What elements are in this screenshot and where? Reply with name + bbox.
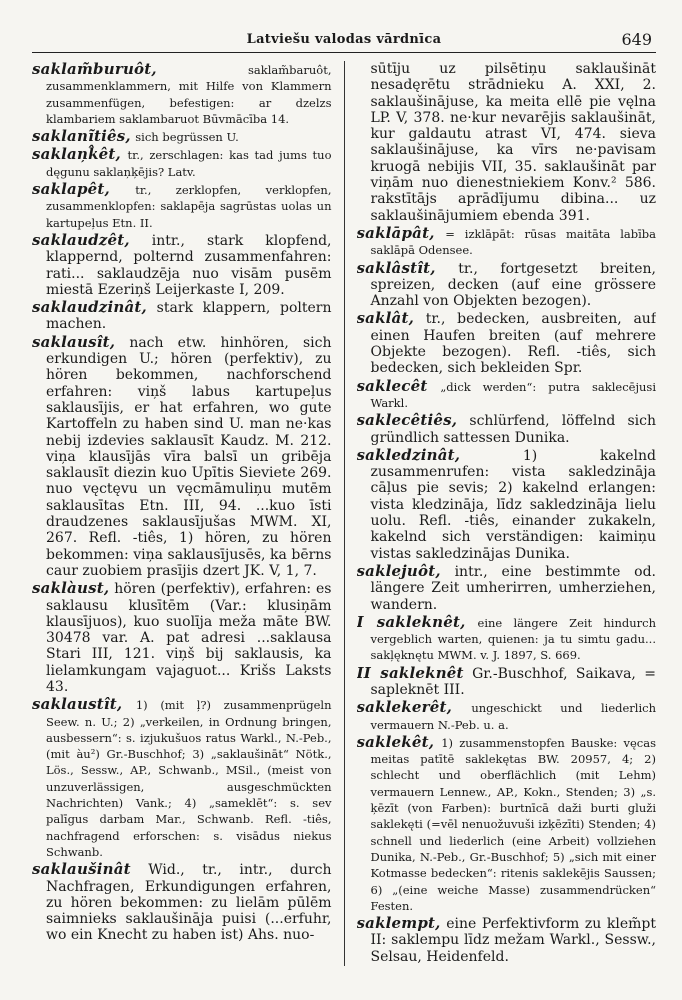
entry-text: tr., fortgesetzt breiten, spreizen, decken (auf eine grössere Anzahl von Objekten bezogen).: [370, 260, 656, 310]
running-title: Latviešu valodas vārdnīca: [246, 32, 442, 47]
entry-text: „dick werden“: putra saklecējusi Warkl.: [370, 379, 656, 410]
entry-headword: saklekerêt,: [356, 698, 453, 717]
dictionary-entry: [357, 310, 657, 376]
dictionary-entry: [32, 128, 332, 145]
entry-headword: saklecêtiês,: [356, 411, 458, 430]
entry-headword: saklaudzêt,: [32, 230, 130, 249]
dictionary-entry: [357, 563, 657, 613]
entry-headword: saklejuôt,: [356, 561, 441, 580]
right-column: [357, 61, 657, 966]
dictionary-entry: [357, 260, 657, 310]
entry-text: eine Perfektivform zu klem̃pt II: saklempu līdz mežam Warkl., Sessw., Selsau, Heidenfeld.: [370, 916, 656, 965]
entry-text: intr., eine bestimmte od. längere Zeit umherirren, umherziehen, wandern.: [370, 563, 656, 613]
entry-text: 1) zusammenstopfen Bauske: vęcas meitas patītē saklekętas BW. 20957, 4; 2) schlecht und oberflächlich (mit Lehm) vermauern Lennew., AP., Kokn., Stenden; 3) „s. ķēzīt (von Farben): burtnīcā daži burti gluži saklekęti (=vēl nenuožuvuši izķēzīti) Stenden; 4) schnell und liederlich (eine Arbeit) vollziehen Dunika, N.-Peb., Gr.-Buschhof; 5) „sich mit einer Kotmasse bedecken“: ritenis saklekējis Saussen; 6) „(eine weiche Masse) zusammendrücken“ Festen.: [370, 735, 656, 913]
dictionary-entry: [32, 61, 332, 127]
dictionary-entry: [357, 61, 657, 224]
entry-headword: II sakleknêt: [356, 663, 464, 682]
entry-text: ungeschickt und liederlich vermauern N.-Peb. u. a.: [370, 701, 656, 732]
dictionary-entry: [357, 412, 657, 446]
entry-headword: saklàust,: [32, 579, 110, 598]
entry-text: sich begrüssen U.: [135, 130, 239, 145]
entry-headword: saklaustît,: [32, 695, 123, 714]
entry-text: eine längere Zeit hindurch vergeblich warten, quienen: ja tu simtu gadu... sakļęknętu MWM. v. J. 1897, S. 669.: [370, 615, 656, 663]
entry-text: 1) (mit ļ?) zusammenprügeln Seew. n. U.; 2) „verkeilen, in Ordnung bringen, ausbessern“: s. izjukušuos ratus Warkl., N.-Peb., (mit àu²) Gr.-Buschhof; 3) „saklaušināt“ Nötk., Lös., Sessw., AP., Schwanb., MSil., (meist von unzuverlässigen, ausgeschmückten Nachrichten) Vank.; 4) „sameklēt“: s. sev palīgus darbam Mar., Schwanb. Refl. -tiês, nachfragend erforschen: s. visādus niekus Schwanb.: [46, 698, 332, 859]
column-divider: [344, 61, 345, 966]
entry-text: Wid., tr., intr., durch Nachfragen, Erkundigungen erfahren, zu hören bekommen: zu lielām pūlēm saimnieks saklaušināja puisi (...erfuhr, wo ein Knecht zu haben ist) Ahs. nuo-: [46, 862, 332, 944]
dictionary-entry: [357, 734, 657, 914]
entry-text: tr., zerklopfen, verklopfen, zusammenklopfen: saklapēja sagrūstas uolas un kartupeļus Etn. II.: [46, 183, 332, 230]
entry-headword: saklaušinât: [32, 860, 131, 879]
dictionary-entry: [32, 334, 332, 579]
dictionary-entry: [357, 665, 657, 699]
dictionary-entry: [357, 447, 657, 562]
dictionary-entry: [357, 225, 657, 259]
entry-text: saklam̃baruôt, zusammenklammern, mit Hilfe von Klammern zusammenfügen, befestigen: ar dzelzs klambariem saklambaruot Būvmācība 14.: [46, 63, 332, 126]
entry-headword: I sakleknêt,: [356, 612, 466, 631]
entry-headword: saklanĩtiês,: [32, 127, 131, 146]
entry-headword: saklaudzinât,: [32, 298, 147, 317]
dictionary-entry: [32, 696, 332, 860]
entry-text: sūtīju uz pilsētiņu saklaušināt nesadęrētu strādnieku A. XXI, 2. saklaušinājuse, ka meita ellē pie vęlna LP. V, 378. ne·kur nevarējis saklaušināt, kur galdautu atrast VI, 474. sieva saklaušinājuse, ka vīrs ne·pavisam kruogā nebijis VII, 35. saklaušināt par viņām nuo dienestniekiem Konv.² 586. rakstītājs aprādījumu dibina... uz saklaušinājumiem ebenda 391.: [370, 61, 656, 224]
dictionary-entry: [32, 861, 332, 943]
entry-headword: saklempt,: [356, 914, 441, 933]
entry-text: tr., zerschlagen: kas tad jums tuo dęgunu saklaņķējis? Latv.: [46, 148, 332, 179]
entry-text: = izklāpāt: rūsas maitāta labība saklāpā Odensee.: [370, 226, 656, 258]
entry-text: nach etw. hinhören, sich erkundigen U.; hören (perfektiv), zu hören bekommen, nachforschend erfahren: viņš labus kartupeļus saklausījis, er hat erfahren, wo gute Kartoffeln zu haben sind U. man ne·kas nebij izdevies saklausīt Kaudz. M. 212. viņa klausījās vīra balsī un gribēja saklausīt diezin kuo Upītis Sieviete 269. nuo vęctęvu un vęcmāmuliņu mutēm saklausītas Etn. III, 94. ...kuo īsti draudzenes saklausījušas MWM. XI, 267. Refl. -tiês, 1) hören, zu hören bekommen: viņa saklausījusēs, ka bērns caur zuobiem prasījis dzert JK. V, 1, 7.: [46, 334, 332, 579]
dictionary-entry: [32, 146, 332, 180]
entry-text: stark klappern, poltern machen.: [46, 300, 332, 333]
dictionary-entry: [32, 299, 332, 333]
entry-headword: saklam̃buruôt,: [32, 61, 157, 78]
entry-text: hören (perfektiv), erfahren: es saklausu klusītēm (Var.: klusiņām klausījuos), kuo suolīja meža māte BW. 30478 var. A. pat adresi ...saklausa Stari III, 121. viņš bij saklausis, ka lielamkungam vajaguot... Krišs Laksts 43.: [46, 581, 332, 695]
entry-headword: sakledzinât,: [356, 445, 461, 464]
entry-headword: saklaņk̂êt,: [32, 145, 121, 164]
left-column: [32, 61, 332, 966]
dictionary-entry: [357, 378, 657, 412]
entry-text: Gr.-Buschhof, Saikava, = sapleknēt III.: [370, 665, 656, 698]
page-number: 649: [621, 30, 652, 49]
entry-text: schlürfend, löffelnd sich gründlich sattessen Dunika.: [370, 413, 656, 446]
dictionary-entry: [32, 580, 332, 695]
entry-headword: saklecêt: [356, 376, 428, 395]
dictionary-entry: [357, 614, 657, 664]
entry-headword: saklāpât,: [356, 223, 435, 242]
entry-text: tr., bedecken, ausbreiten, auf einen Haufen breiten (auf mehrere Objekte bezogen). Refl. -tiês, sich bedecken, sich bekleiden Spr.: [370, 311, 656, 377]
page-header: [32, 30, 656, 53]
entry-headword: saklausît,: [32, 332, 116, 351]
entry-headword: saklât,: [356, 309, 415, 328]
dictionary-entry: [32, 232, 332, 298]
entry-headword: saklâstît,: [356, 258, 436, 277]
entry-text: 1) kakelnd zusammenrufen: vista sakledzināja cāļus pie sevis; 2) kakelnd erlangen: vista kledzināja, līdz sakledzināja lielu uolu. Refl. -tiês, einander zukakeln, kakelnd sich verständigen: kaimiņu vistas sakledzinājas Dunika.: [370, 447, 656, 562]
entry-headword: saklapêt,: [32, 180, 110, 199]
entry-text: intr., stark klopfend, klappernd, polternd zusammenfahren: rati... saklaudzēja nuo visām pusēm miestā Ezeriņš Leijerkaste I, 209.: [46, 232, 332, 298]
dictionary-entry: [357, 915, 657, 965]
dictionary-entry: [357, 699, 657, 733]
dictionary-entry: [32, 181, 332, 231]
columns: [32, 61, 656, 966]
entry-headword: saklekêt,: [356, 732, 435, 751]
